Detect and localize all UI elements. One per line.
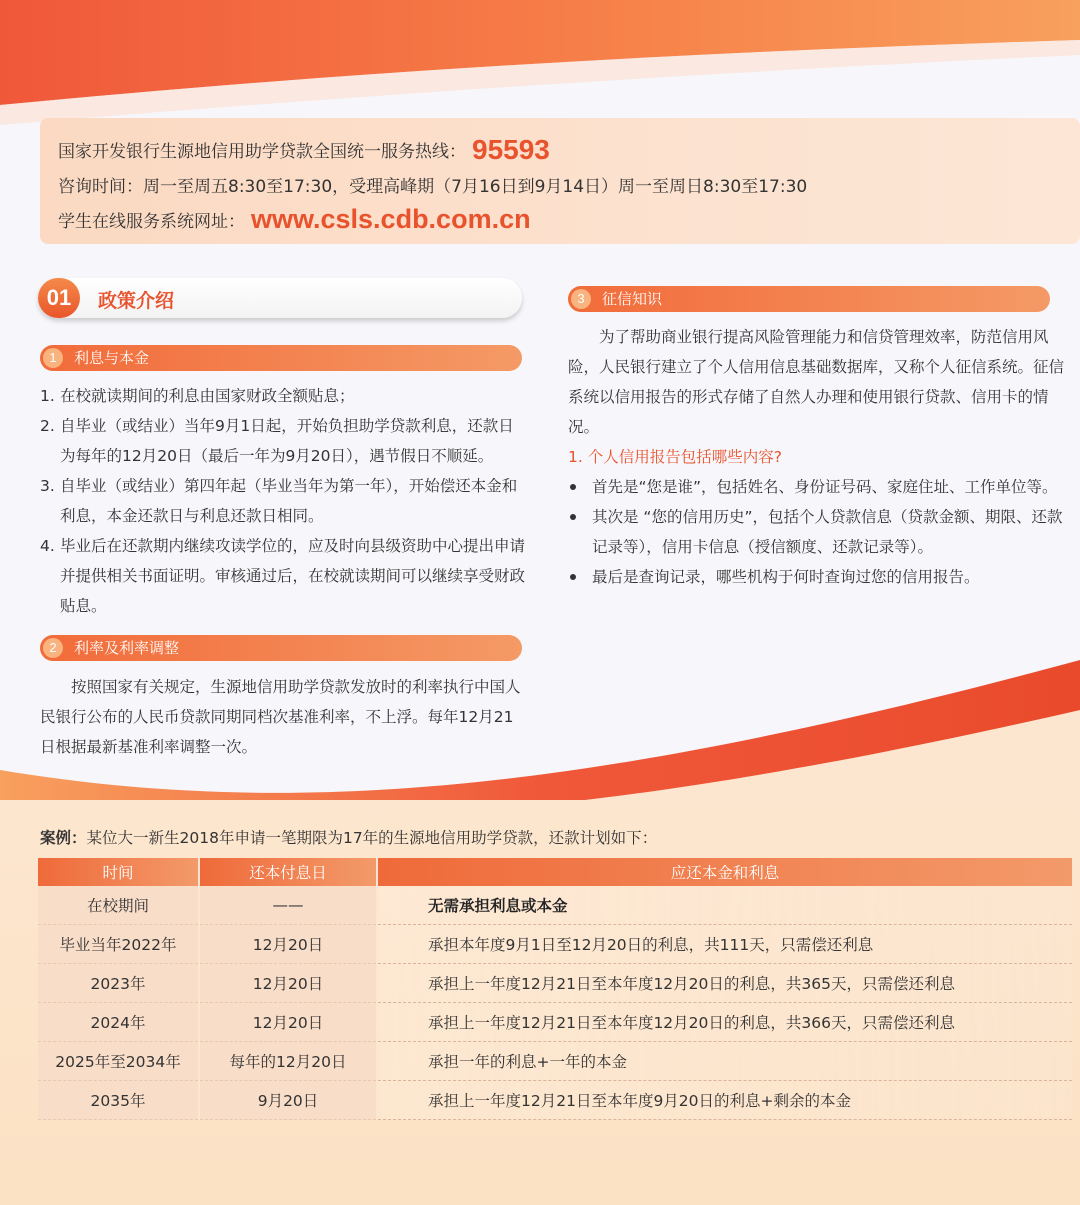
top-wave-decoration bbox=[0, 0, 1080, 130]
website-url[interactable]: www.csls.cdb.com.cn bbox=[251, 204, 531, 234]
cell-date: 12月20日 bbox=[200, 1003, 376, 1042]
table-row bbox=[38, 964, 1072, 1003]
case-description bbox=[40, 826, 657, 848]
case-text: 某位大一新生2018年申请一笔期限为17年的生源地信用助学贷款，还款计划如下： bbox=[86, 829, 658, 847]
bullet-dot bbox=[570, 574, 576, 580]
cell-time: 2023年 bbox=[38, 964, 198, 1003]
interest-rate-paragraph: 按照国家有关规定，生源地信用助学贷款发放时的利率执行中国人民银行公布的人民币贷款同期同档次基准利率，不上浮。每年12月21日根据最新基准利率调整一次。 bbox=[40, 678, 521, 756]
bullet-dot bbox=[570, 484, 576, 490]
cell-amount: 承担上一年度12月21日至本年度9月20日的利息+剩余的本金 bbox=[378, 1081, 1072, 1120]
case-label: 案例： bbox=[40, 829, 87, 847]
subsection-title: 利率及利率调整 bbox=[74, 639, 180, 657]
subsection-2-header bbox=[40, 635, 522, 661]
cell-time: 2035年 bbox=[38, 1081, 198, 1120]
cell-time: 在校期间 bbox=[38, 886, 198, 925]
cell-amount: 承担上一年度12月21日至本年度12月20日的利息，共366天，只需偿还利息 bbox=[378, 1003, 1072, 1042]
section-01-header bbox=[38, 278, 522, 318]
table-header-row bbox=[38, 858, 1072, 886]
cell-amount: 承担本年度9月1日至12月20日的利息，共111天，只需偿还利息 bbox=[378, 925, 1072, 964]
interest-principal-list bbox=[40, 381, 526, 621]
table-row bbox=[38, 925, 1072, 964]
bullet-dot bbox=[570, 514, 576, 520]
subsection-1-header bbox=[40, 345, 522, 371]
repayment-table bbox=[38, 858, 1072, 1120]
cell-time: 毕业当年2022年 bbox=[38, 925, 198, 964]
column-header-date: 还本付息日 bbox=[200, 858, 376, 886]
subsection-number: 2 bbox=[43, 638, 63, 658]
cell-amount: 承担上一年度12月21日至本年度12月20日的利息，共365天，只需偿还利息 bbox=[378, 964, 1072, 1003]
bullet-item: 其次是 “您的信用历史”，包括个人贷款信息（贷款金额、期限、还款记录等），信用卡信息（授信额度、还款记录等）。 bbox=[568, 502, 1076, 562]
cell-time: 2024年 bbox=[38, 1003, 198, 1042]
subsection-title: 利息与本金 bbox=[74, 349, 150, 367]
section-number: 01 bbox=[38, 278, 80, 318]
subsection-number: 1 bbox=[43, 348, 63, 368]
consult-hours: 咨询时间：周一至周五8:30至17:30，受理高峰期（7月16日到9月14日）周一至周日8:30至17:30 bbox=[58, 177, 808, 197]
table-row bbox=[38, 1003, 1072, 1042]
subsection-title: 征信知识 bbox=[602, 290, 663, 308]
credit-subheading: 1. 个人信用报告包括哪些内容? bbox=[568, 448, 782, 466]
cell-date: 12月20日 bbox=[200, 925, 376, 964]
table-row bbox=[38, 1081, 1072, 1120]
bullet-item: 首先是“您是谁”，包括姓名、身份证号码、家庭住址、工作单位等。 bbox=[568, 472, 1076, 502]
credit-knowledge bbox=[568, 322, 1076, 592]
table-row bbox=[38, 1042, 1072, 1081]
list-item: 4. 毕业后在还款期内继续攻读学位的，应及时向县级资助中心提出申请并提供相关书面证明。审核通过后，在校就读期间可以继续享受财政贴息。 bbox=[40, 537, 526, 615]
hotline-label: 国家开发银行生源地信用助学贷款全国统一服务热线： bbox=[58, 142, 466, 162]
hotline-box bbox=[40, 118, 1080, 244]
cell-date: 12月20日 bbox=[200, 964, 376, 1003]
table-row bbox=[38, 886, 1072, 925]
credit-intro: 为了帮助商业银行提高风险管理能力和信贷管理效率，防范信用风险，人民银行建立了个人信用信息基础数据库，又称个人征信系统。征信系统以信用报告的形式存储了自然人办理和使用银行贷款、信用卡的情况。 bbox=[568, 328, 1065, 436]
cell-date: 9月20日 bbox=[200, 1081, 376, 1120]
column-header-time: 时间 bbox=[38, 858, 198, 886]
list-item: 3. 自毕业（或结业）第四年起（毕业当年为第一年），开始偿还本金和利息，本金还款日与利息还款日相同。 bbox=[40, 477, 518, 525]
subsection-number: 3 bbox=[571, 289, 591, 309]
bullet-item: 最后是查询记录，哪些机构于何时查询过您的信用报告。 bbox=[568, 562, 1076, 592]
cell-amount: 承担一年的利息+一年的本金 bbox=[378, 1042, 1072, 1081]
cell-date: —— bbox=[200, 886, 376, 925]
cell-amount: 无需承担利息或本金 bbox=[378, 886, 1072, 925]
list-item: 1. 在校就读期间的利息由国家财政全额贴息； bbox=[40, 387, 355, 405]
section-title: 政策介绍 bbox=[98, 290, 175, 312]
list-item: 2. 自毕业（或结业）当年9月1日起，开始负担助学贷款利息，还款日为每年的12月20日（最后一年为9月20日），遇节假日不顺延。 bbox=[40, 417, 514, 465]
hotline-number: 95593 bbox=[472, 133, 550, 165]
subsection-3-header bbox=[568, 286, 1050, 312]
cell-time: 2025年至2034年 bbox=[38, 1042, 198, 1081]
website-label: 学生在线服务系统网址： bbox=[58, 212, 245, 232]
cell-date: 每年的12月20日 bbox=[200, 1042, 376, 1081]
column-header-amount: 应还本金和利息 bbox=[378, 858, 1072, 886]
